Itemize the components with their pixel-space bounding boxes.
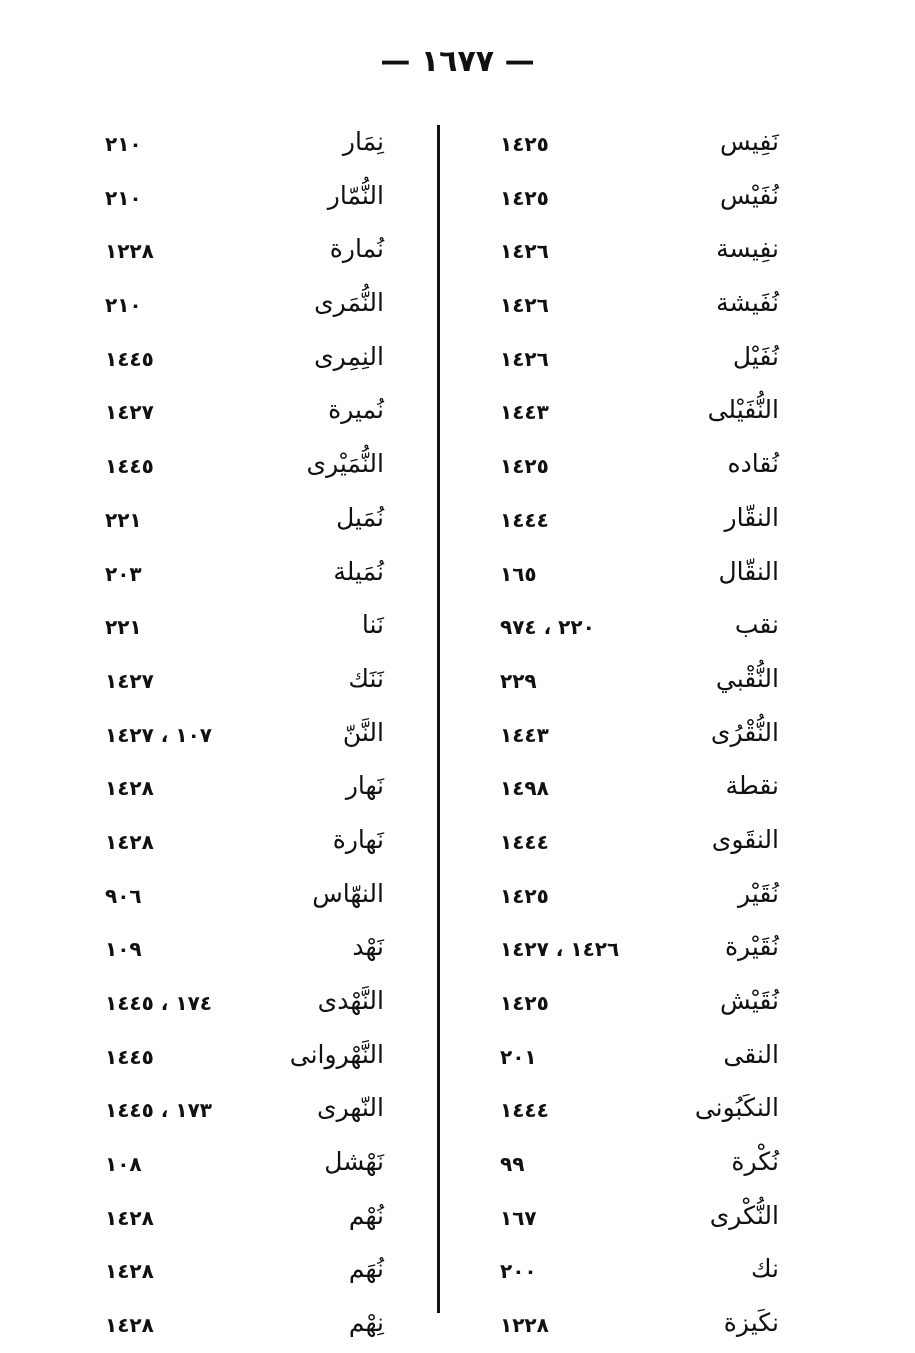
index-entry bbox=[490, 440, 785, 494]
entry-page-ref: ١٤٤٣ bbox=[500, 722, 549, 747]
entry-word: النِمِرى bbox=[314, 341, 384, 371]
index-entry bbox=[95, 494, 390, 548]
entry-page-ref: ١٦٥ bbox=[500, 561, 537, 586]
index-entry bbox=[95, 1138, 390, 1192]
entry-page-ref: ١٤٢٥ bbox=[500, 185, 549, 210]
entry-page-ref: ١٤٢٥ bbox=[500, 883, 549, 908]
entry-page-ref: ٢٠٣ bbox=[105, 561, 142, 586]
entry-word: النكَبُونى bbox=[694, 1093, 779, 1123]
entry-word: النُّمَيْرى bbox=[306, 449, 384, 479]
entry-page-ref: ٩٠٦ bbox=[105, 883, 142, 908]
index-entry bbox=[95, 440, 390, 494]
entry-page-ref: ١٤٤٤ bbox=[500, 1098, 549, 1123]
entry-word: النُّقْبي bbox=[715, 663, 779, 693]
right-column bbox=[490, 118, 785, 1353]
entry-page-ref: ١٦٧ bbox=[500, 1205, 537, 1230]
entry-page-ref: ٢٢٩ bbox=[500, 668, 537, 693]
index-entry bbox=[95, 870, 390, 924]
index-entry bbox=[95, 225, 390, 279]
index-entry bbox=[490, 923, 785, 977]
index-entry bbox=[95, 1299, 390, 1353]
index-entry bbox=[95, 923, 390, 977]
entry-page-ref: ٢٢٠ ، ٩٧٤ bbox=[500, 615, 595, 640]
index-entry bbox=[95, 1084, 390, 1138]
entry-word: نقطة bbox=[725, 771, 779, 801]
entry-page-ref: ١٤٤٥ bbox=[105, 346, 154, 371]
entry-page-ref: ١٤٤٥ bbox=[105, 454, 154, 479]
entry-page-ref: ٢٠٠ bbox=[500, 1259, 537, 1284]
entry-word: نَهارة bbox=[332, 824, 384, 854]
entry-word: النُّكْرى bbox=[709, 1200, 779, 1230]
index-entry bbox=[95, 386, 390, 440]
entry-word: النُّفَيْلى bbox=[707, 395, 779, 425]
entry-page-ref: ٢١٠ bbox=[105, 293, 142, 318]
entry-word: نُكْرة bbox=[731, 1147, 779, 1177]
entry-word: النهّاس bbox=[312, 878, 384, 908]
entry-word: نَهْشل bbox=[324, 1147, 384, 1177]
index-entry bbox=[95, 1245, 390, 1299]
index-entry bbox=[95, 172, 390, 226]
entry-page-ref: ١٤٢٦ bbox=[500, 293, 549, 318]
entry-word: النَّهْدى bbox=[317, 986, 384, 1015]
entry-word: نَفِيس bbox=[719, 127, 779, 156]
index-entry bbox=[490, 1138, 785, 1192]
index-entry bbox=[490, 279, 785, 333]
entry-page-ref: ١٤٢٥ bbox=[500, 991, 549, 1015]
index-entry bbox=[95, 655, 390, 709]
entry-word: النقَوى bbox=[711, 824, 779, 854]
index-entry bbox=[490, 333, 785, 387]
index-entry bbox=[490, 1084, 785, 1138]
entry-page-ref: ١٤٢٧ bbox=[105, 400, 154, 425]
index-entry bbox=[95, 762, 390, 816]
index-entry bbox=[490, 118, 785, 172]
entry-page-ref: ١٧٤ ، ١٤٤٥ bbox=[105, 991, 212, 1015]
entry-page-ref: ١٤٩٨ bbox=[500, 776, 549, 801]
index-entry bbox=[490, 1299, 785, 1353]
entry-page-ref: ١٤٤٤ bbox=[500, 507, 549, 532]
entry-page-ref: ١٤٤٣ bbox=[500, 400, 549, 425]
entry-page-ref: ١٤٢٦ bbox=[500, 239, 549, 264]
index-entry bbox=[490, 655, 785, 709]
entry-word: نكَيزة bbox=[723, 1308, 779, 1338]
column-divider bbox=[437, 125, 440, 1313]
entry-word: نُهَم bbox=[348, 1254, 384, 1284]
entry-page-ref: ١٤٢٦ ، ١٤٢٧ bbox=[500, 937, 620, 962]
entry-page-ref: ٢٠١ bbox=[500, 1044, 537, 1069]
entry-page-ref: ١٠٨ bbox=[105, 1152, 142, 1177]
index-entry bbox=[490, 816, 785, 870]
index-entry bbox=[490, 494, 785, 548]
entry-word: نفِيسة bbox=[716, 234, 779, 264]
entry-word: نُفَيْل bbox=[732, 341, 779, 371]
index-entry bbox=[490, 601, 785, 655]
entry-word: نُفَيشة bbox=[716, 288, 779, 318]
index-entry bbox=[490, 172, 785, 226]
entry-word: نَهار bbox=[345, 771, 384, 801]
index-entry bbox=[95, 548, 390, 602]
entry-word: نَنا bbox=[361, 610, 384, 640]
index-entry bbox=[490, 386, 785, 440]
entry-page-ref: ٩٩ bbox=[500, 1152, 525, 1177]
entry-page-ref: ١٤٢٥ bbox=[500, 132, 549, 156]
entry-word: النُّقْرُى bbox=[710, 717, 779, 747]
entry-page-ref: ١٢٢٨ bbox=[500, 1313, 549, 1338]
entry-page-ref: ١٤٤٤ bbox=[500, 829, 549, 854]
entry-page-ref: ١٤٢٥ bbox=[500, 454, 549, 479]
entry-page-ref: ١٠٧ ، ١٤٢٧ bbox=[105, 722, 212, 747]
entry-word: نُميرة bbox=[328, 395, 384, 425]
entry-word: نِهْم bbox=[348, 1308, 384, 1338]
entry-word: نُمَيلة bbox=[333, 556, 384, 586]
entry-word: نُفَيْس bbox=[719, 180, 779, 210]
entry-word: نك bbox=[750, 1254, 779, 1284]
entry-page-ref: ١٤٢٦ bbox=[500, 346, 549, 371]
entry-word: النقى bbox=[723, 1039, 779, 1069]
entry-word: النّهرى bbox=[317, 1093, 384, 1123]
index-entry bbox=[490, 548, 785, 602]
entry-page-ref: ٢١٠ bbox=[105, 132, 142, 156]
entry-page-ref: ١٤٢٧ bbox=[105, 668, 154, 693]
index-entry bbox=[95, 279, 390, 333]
entry-page-ref: ١٠٩ bbox=[105, 937, 142, 962]
index-entry bbox=[490, 225, 785, 279]
entry-page-ref: ١٢٢٨ bbox=[105, 239, 154, 264]
index-entry bbox=[95, 601, 390, 655]
entry-word: النقّار bbox=[724, 502, 779, 532]
entry-word: نُقَيْش bbox=[719, 986, 779, 1015]
index-entry bbox=[95, 1031, 390, 1085]
page-number: — ١٦٧٧ — bbox=[380, 44, 535, 79]
entry-page-ref: ١٤٢٨ bbox=[105, 1259, 154, 1284]
index-entry bbox=[490, 977, 785, 1031]
entry-word: نُقَيْر bbox=[738, 878, 779, 908]
entry-page-ref: ١٤٤٥ bbox=[105, 1044, 154, 1069]
entry-word: النُّمّار bbox=[327, 180, 384, 210]
index-entry bbox=[95, 333, 390, 387]
index-entry bbox=[95, 977, 390, 1031]
entry-word: النَّهْروانى bbox=[289, 1039, 384, 1069]
entry-page-ref: ١٤٢٨ bbox=[105, 776, 154, 801]
entry-word: نُقَيْرة bbox=[724, 932, 779, 962]
index-entry bbox=[490, 1031, 785, 1085]
entry-word: نُقاده bbox=[727, 449, 779, 479]
index-entry bbox=[490, 1245, 785, 1299]
entry-page-ref: ٢٢١ bbox=[105, 507, 142, 532]
entry-page-ref: ٢١٠ bbox=[105, 185, 142, 210]
index-entry bbox=[490, 1192, 785, 1246]
entry-page-ref: ١٤٢٨ bbox=[105, 829, 154, 854]
entry-word: نُهْم bbox=[348, 1200, 384, 1230]
entry-word: نُمارة bbox=[329, 234, 384, 264]
index-entry bbox=[95, 816, 390, 870]
left-column bbox=[95, 118, 390, 1353]
index-entry bbox=[95, 1192, 390, 1246]
index-entry bbox=[95, 709, 390, 763]
entry-word: نقب bbox=[734, 610, 779, 640]
entry-page-ref: ١٤٢٨ bbox=[105, 1205, 154, 1230]
entry-word: النقّال bbox=[718, 556, 779, 586]
entry-page-ref: ١٤٢٨ bbox=[105, 1313, 154, 1338]
entry-word: النَّنّ bbox=[342, 717, 384, 747]
index-entry bbox=[95, 118, 390, 172]
entry-word: نِمَار bbox=[342, 127, 384, 156]
entry-word: نَهْد bbox=[352, 932, 384, 962]
entry-word: نَنَك bbox=[348, 663, 384, 693]
entry-page-ref: ١٧٣ ، ١٤٤٥ bbox=[105, 1098, 212, 1123]
index-entry bbox=[490, 870, 785, 924]
index-entry bbox=[490, 762, 785, 816]
index-entry bbox=[490, 709, 785, 763]
entry-word: النُّمَرى bbox=[314, 288, 384, 318]
entry-word: نُمَيل bbox=[336, 502, 384, 532]
entry-page-ref: ٢٢١ bbox=[105, 615, 142, 640]
